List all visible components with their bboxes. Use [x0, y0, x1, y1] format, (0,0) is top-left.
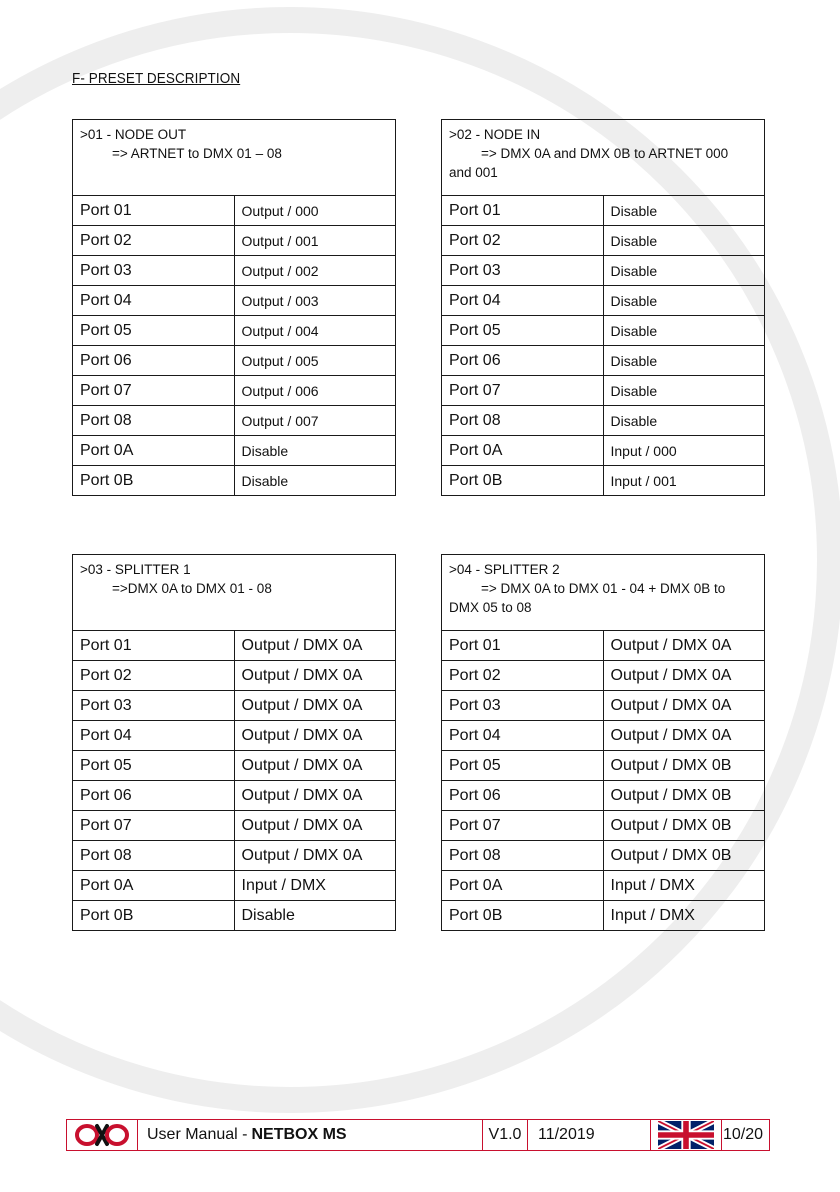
preset-title: >03 - SPLITTER 1 [80, 562, 191, 577]
port-label: Port 0B [442, 466, 604, 496]
port-label: Port 04 [442, 286, 604, 316]
port-value: Output / 005 [234, 346, 396, 376]
port-value: Output / DMX 0B [603, 811, 765, 841]
port-label: Port 0B [442, 901, 604, 931]
port-value: Disable [234, 901, 396, 931]
table-row [442, 256, 765, 286]
port-value: Disable [603, 376, 765, 406]
table-row [73, 631, 396, 661]
preset-description-continued: DMX 05 to 08 [449, 600, 532, 615]
port-label: Port 0A [73, 436, 235, 466]
table-row [73, 376, 396, 406]
port-label: Port 01 [73, 631, 235, 661]
table-row [442, 406, 765, 436]
port-value: Output / DMX 0A [234, 721, 396, 751]
table-row [442, 841, 765, 871]
table-row [442, 286, 765, 316]
footer-manual-title [138, 1120, 483, 1150]
port-label: Port 01 [73, 196, 235, 226]
table-row [73, 466, 396, 496]
table-row [442, 226, 765, 256]
port-label: Port 0A [73, 871, 235, 901]
port-value: Disable [603, 346, 765, 376]
preset-table-splitter-2 [441, 554, 765, 931]
preset-title: >01 - NODE OUT [80, 127, 187, 142]
preset-table-node-out [72, 119, 396, 496]
port-value: Disable [603, 196, 765, 226]
table-row [442, 811, 765, 841]
port-value: Input / 000 [603, 436, 765, 466]
port-label: Port 03 [442, 691, 604, 721]
port-value: Output / DMX 0A [234, 751, 396, 781]
port-value: Input / 001 [603, 466, 765, 496]
port-value: Input / DMX [603, 871, 765, 901]
port-label: Port 08 [442, 406, 604, 436]
port-value: Output / DMX 0B [603, 841, 765, 871]
port-label: Port 0A [442, 436, 604, 466]
port-value: Output / 001 [234, 226, 396, 256]
port-label: Port 07 [442, 811, 604, 841]
port-label: Port 08 [73, 841, 235, 871]
manual-label: User Manual - [147, 1126, 248, 1143]
port-label: Port 04 [442, 721, 604, 751]
port-label: Port 0B [73, 466, 235, 496]
table-row [73, 871, 396, 901]
table-row [442, 376, 765, 406]
port-value: Output / DMX 0A [603, 631, 765, 661]
oxo-logo [73, 1123, 131, 1147]
table-row [442, 346, 765, 376]
table-row [442, 691, 765, 721]
port-value: Disable [603, 286, 765, 316]
preset-description: => DMX 0A and DMX 0B to ARTNET 000 [481, 146, 729, 161]
preset-table-splitter-1 [72, 554, 396, 931]
port-label: Port 02 [442, 661, 604, 691]
port-value: Output / DMX 0B [603, 751, 765, 781]
port-value: Output / DMX 0A [234, 631, 396, 661]
table-row [73, 286, 396, 316]
table-row [73, 196, 396, 226]
preset-description-continued: and 001 [449, 165, 498, 180]
port-value: Disable [603, 316, 765, 346]
table-row [73, 226, 396, 256]
port-label: Port 08 [442, 841, 604, 871]
port-label: Port 05 [442, 751, 604, 781]
preset-title: >02 - NODE IN [449, 127, 541, 142]
port-label: Port 03 [73, 256, 235, 286]
port-label: Port 07 [73, 376, 235, 406]
port-label: Port 05 [442, 316, 604, 346]
table-row [73, 316, 396, 346]
page-footer [66, 1119, 770, 1151]
table-row [442, 466, 765, 496]
port-label: Port 06 [73, 781, 235, 811]
port-value: Input / DMX [234, 871, 396, 901]
port-label: Port 0B [73, 901, 235, 931]
product-name: NETBOX MS [251, 1126, 347, 1143]
table-row [73, 781, 396, 811]
port-label: Port 03 [73, 691, 235, 721]
table-row [73, 346, 396, 376]
port-label: Port 02 [73, 226, 235, 256]
table-row [73, 841, 396, 871]
table-row [442, 721, 765, 751]
table-row [442, 631, 765, 661]
port-value: Output / DMX 0A [234, 691, 396, 721]
table-row [73, 901, 396, 931]
footer-page-number: 10/20 [722, 1126, 763, 1143]
footer-date: 11/2019 [528, 1120, 651, 1150]
port-value: Output / 007 [234, 406, 396, 436]
port-label: Port 08 [73, 406, 235, 436]
footer-logo-cell [67, 1120, 138, 1150]
table-row [73, 721, 396, 751]
port-value: Output / 000 [234, 196, 396, 226]
port-label: Port 07 [73, 811, 235, 841]
table-row [73, 691, 396, 721]
table-row [73, 811, 396, 841]
footer-flag-cell [651, 1120, 722, 1150]
port-label: Port 06 [73, 346, 235, 376]
table-row [73, 661, 396, 691]
table-row [442, 436, 765, 466]
preset-header [442, 555, 765, 631]
port-value: Disable [234, 436, 396, 466]
table-row [442, 871, 765, 901]
port-label: Port 01 [442, 196, 604, 226]
port-value: Output / 003 [234, 286, 396, 316]
port-label: Port 04 [73, 721, 235, 751]
port-label: Port 02 [442, 226, 604, 256]
preset-description: => ARTNET to DMX 01 – 08 [112, 146, 282, 161]
port-label: Port 07 [442, 376, 604, 406]
table-row [442, 661, 765, 691]
preset-table-node-in [441, 119, 765, 496]
port-value: Output / DMX 0B [603, 781, 765, 811]
table-row [73, 436, 396, 466]
table-row [442, 781, 765, 811]
preset-header [73, 555, 396, 631]
port-label: Port 05 [73, 751, 235, 781]
port-label: Port 05 [73, 316, 235, 346]
table-row [442, 316, 765, 346]
table-row [73, 256, 396, 286]
preset-title: >04 - SPLITTER 2 [449, 562, 560, 577]
preset-header [442, 120, 765, 196]
port-value: Output / 004 [234, 316, 396, 346]
port-value: Disable [603, 406, 765, 436]
table-row [442, 901, 765, 931]
port-value: Disable [603, 256, 765, 286]
uk-flag-icon [658, 1121, 714, 1149]
port-label: Port 0A [442, 871, 604, 901]
port-value: Output / DMX 0A [603, 721, 765, 751]
port-value: Input / DMX [603, 901, 765, 931]
port-label: Port 03 [442, 256, 604, 286]
port-value: Output / 006 [234, 376, 396, 406]
preset-description: => DMX 0A to DMX 01 - 04 + DMX 0B to [481, 581, 726, 596]
table-row [73, 751, 396, 781]
port-value: Output / DMX 0A [234, 781, 396, 811]
section-title: F- PRESET DESCRIPTION [72, 70, 241, 87]
port-label: Port 06 [442, 346, 604, 376]
port-value: Disable [603, 226, 765, 256]
port-label: Port 02 [73, 661, 235, 691]
port-label: Port 01 [442, 631, 604, 661]
preset-header [73, 120, 396, 196]
port-value: Output / DMX 0A [234, 661, 396, 691]
table-row [73, 406, 396, 436]
table-row [442, 751, 765, 781]
port-label: Port 06 [442, 781, 604, 811]
port-value: Output / 002 [234, 256, 396, 286]
port-value: Output / DMX 0A [603, 691, 765, 721]
table-row [442, 196, 765, 226]
preset-description: =>DMX 0A to DMX 01 - 08 [112, 581, 272, 596]
port-value: Output / DMX 0A [603, 661, 765, 691]
port-value: Disable [234, 466, 396, 496]
port-label: Port 04 [73, 286, 235, 316]
port-value: Output / DMX 0A [234, 841, 396, 871]
footer-version: V1.0 [483, 1120, 528, 1150]
port-value: Output / DMX 0A [234, 811, 396, 841]
